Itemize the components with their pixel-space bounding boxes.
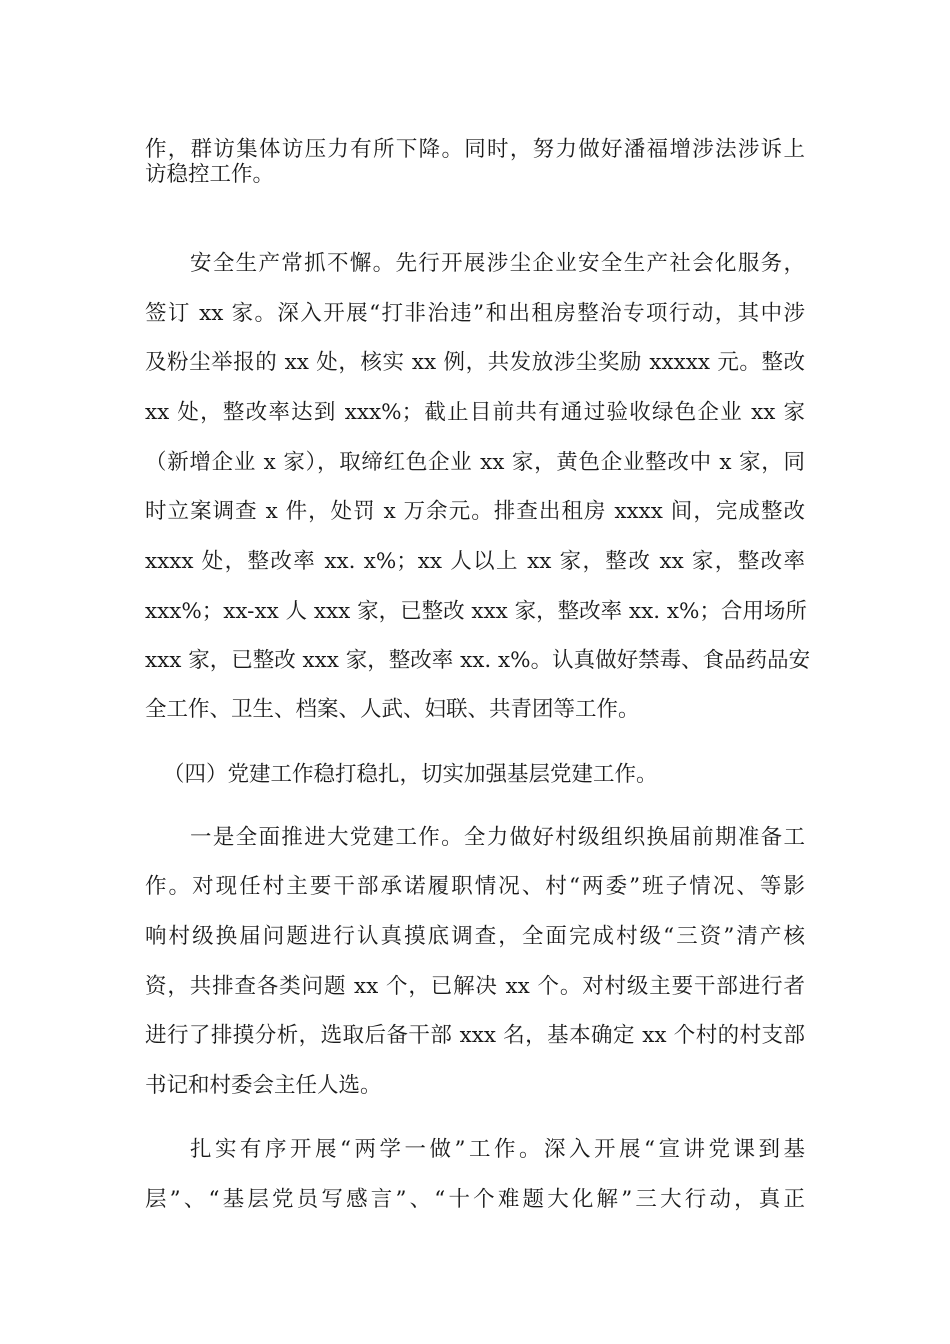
paragraph-2-line-3: 及粉尘举报的 xx 处，核实 xx 例，共发放涉尘奖励 xxxxx 元。整改 [145,350,805,375]
paragraph-2-line-6: 时立案调查 x 件，处罚 x 万余元。排查出租房 xxxx 间，完成整改 [145,499,805,524]
paragraph-1-line-1: 作，群访集体访压力有所下降。同时，努力做好潘福增涉法涉诉上 [145,137,805,162]
section-heading-4: （四）党建工作稳打稳扎，切实加强基层党建工作。 [163,762,658,787]
paragraph-2-line-2: 签订 xx 家。深入开展“打非治违”和出租房整治专项行动，其中涉 [145,301,805,326]
paragraph-1-line-2: 访稳控工作。 [145,162,275,187]
paragraph-5-line-2: 层”、“基层党员写感言”、“十个难题大化解”三大行动，真正 [145,1187,805,1212]
paragraph-4-line-4: 资，共排查各类问题 xx 个，已解决 xx 个。对村级主要干部进行者 [145,974,805,999]
paragraph-2-line-1: 安全生产常抓不懈。先行开展涉尘企业安全生产社会化服务， [190,251,805,276]
paragraph-4-line-2: 作。对现任村主要干部承诺履职情况、村“两委”班子情况、等影 [145,874,805,899]
paragraph-5-line-1: 扎实有序开展“两学一做”工作。深入开展“宣讲党课到基 [190,1137,805,1162]
paragraph-4-line-5: 进行了排摸分析，选取后备干部 xxx 名，基本确定 xx 个村的村支部 [145,1023,805,1048]
paragraph-2-line-8: xxx%；xx-xx 人 xxx 家，已整改 xxx 家，整改率 xx. x%；合用场所 [145,599,807,624]
paragraph-2-line-5: （新增企业 x 家），取缔红色企业 xx 家，黄色企业整改中 x 家，同 [145,450,805,475]
paragraph-2-line-10: 全工作、卫生、档案、人武、妇联、共青团等工作。 [145,697,640,722]
paragraph-2-line-7: xxxx 处，整改率 xx. x%；xx 人以上 xx 家，整改 xx 家，整改率 [145,549,805,574]
paragraph-2-line-9: xxx 家，已整改 xxx 家，整改率 xx. x%。认真做好禁毒、食品药品安 [145,648,811,673]
paragraph-2-line-4: xx 处，整改率达到 xxx%；截止目前共有通过验收绿色企业 xx 家 [145,400,805,425]
paragraph-4-line-3: 响村级换届问题进行认真摸底调查，全面完成村级“三资”清产核 [145,924,805,949]
paragraph-4-line-6: 书记和村委会主任人选。 [145,1073,382,1098]
paragraph-4-line-1: 一是全面推进大党建工作。全力做好村级组织换届前期准备工 [190,825,805,850]
